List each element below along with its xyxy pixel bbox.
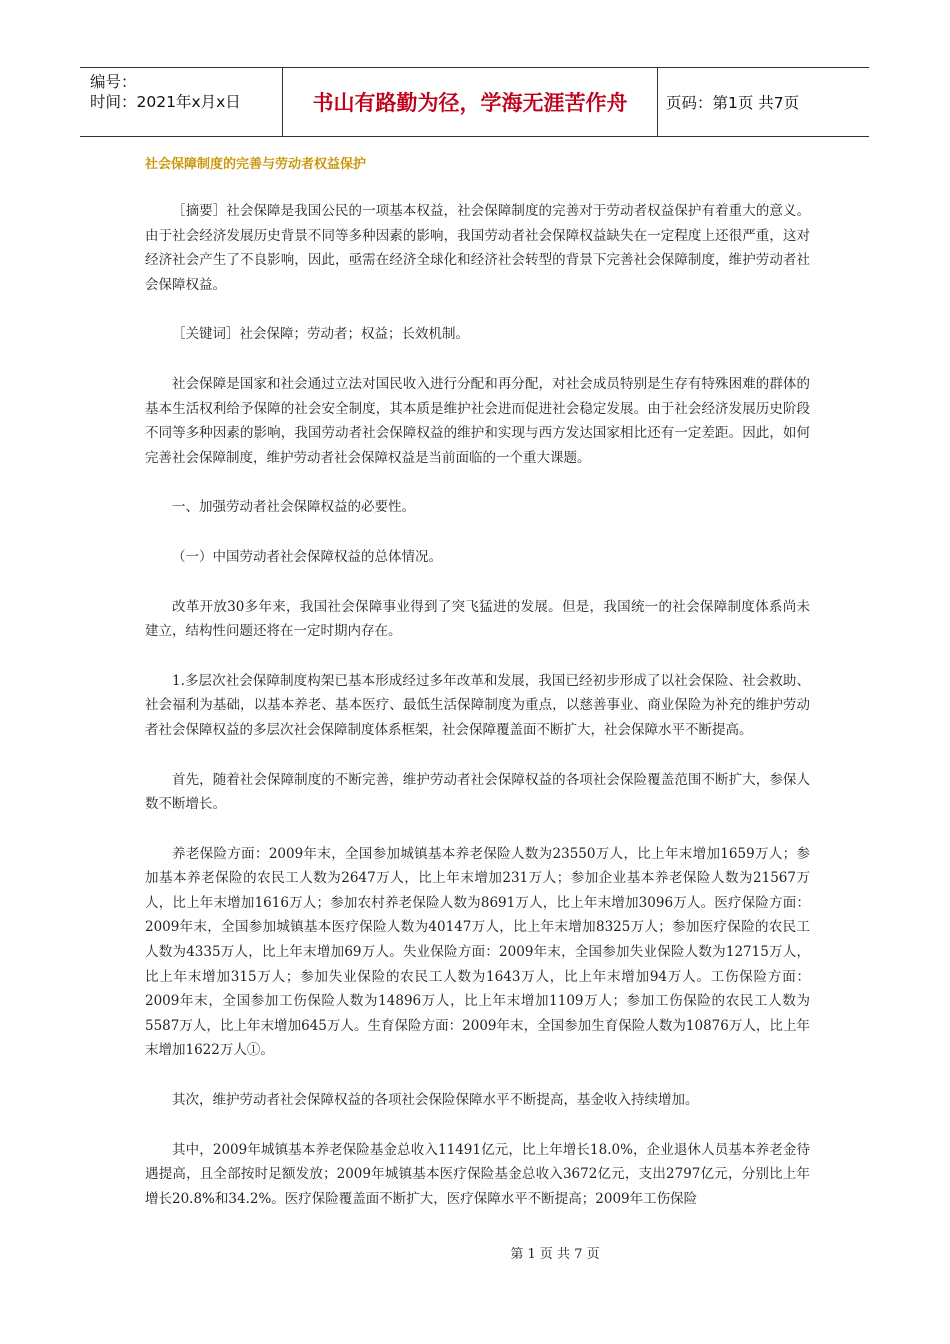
paragraph-statistics: 养老保险方面：2009年末，全国参加城镇基本养老保险人数为23550万人，比上年末增加1659万人；参加基本养老保险的农民工人数为2647万人，比上年末增加231万人；参加企业基本养老保险人数为21567万人，比上年末增加1616万人；参加农村养老保险人数为8691万人，比上年末增加3096万人。医疗保险方面：2009年末，全国参加城镇基本医疗保险人数为40147万人，比上年末增加8325万人；参加医疗保险的农民工人数为4335万人，比上年末增加69万人。失业保险方面：2009年末，全国参加失业保险人数为12715万人，比上年末增加315万人；参加失业保险的农民工人数为1643万人，比上年末增加94万人。工伤保险方面：2009年末，全国参加工伤保险人数为14896万人，比上年末增加1109万人；参加工伤保险的农民工人数为5587万人，比上年末增加645万人。生育保险方面：2009年末，全国参加生育保险人数为10876万人，比上年末增加1622万人①。 bbox=[145, 845, 810, 1059]
paragraph-keywords: ［关键词］社会保障；劳动者；权益；长效机制。 bbox=[172, 326, 469, 343]
paragraph: 1.多层次社会保障制度构架已基本形成经过多年改革和发展，我国已经初步形成了以社会保险、社会救助、社会福利为基础，以基本养老、基本医疗、最低生活保障制度为重点，以慈善事业、商业保险为补充的维护劳动者社会保障权益的多层次社会保障制度体系框架，社会保障覆盖面不断扩大，社会保障水平不断提高。 bbox=[145, 672, 810, 738]
page-footer bbox=[0, 1243, 950, 1262]
document-body bbox=[145, 155, 810, 1236]
section-heading-1: 一、加强劳动者社会保障权益的必要性。 bbox=[172, 499, 415, 516]
paragraph-intro: 社会保障是国家和社会通过立法对国民收入进行分配和再分配，对社会成员特别是生存有特殊困难的群体的基本生活权利给予保障的社会安全制度，其本质是维护社会进而促进社会稳定发展。由于社会经济发展历史阶段不同等多种因素的影响，我国劳动者社会保障权益的维护和实现与西方发达国家相比还有一定差距。因此，如何完善社会保障制度，维护劳动者社会保障权益是当前面临的一个重大课题。 bbox=[145, 375, 810, 466]
paragraph: 首先，随着社会保障制度的不断完善，维护劳动者社会保障权益的各项社会保险覆盖范围不断扩大，参保人数不断增长。 bbox=[145, 771, 810, 813]
header-motto: 书山有路勤为径，学海无涯苦作舟 bbox=[283, 68, 658, 136]
paragraph: 其次，维护劳动者社会保障权益的各项社会保险保障水平不断提高，基金收入持续增加。 bbox=[172, 1092, 699, 1109]
paragraph: 改革开放30多年来，我国社会保障事业得到了突飞猛进的发展。但是，我国统一的社会保障制度体系尚未建立，结构性问题还将在一定时期内存在。 bbox=[145, 598, 810, 640]
date-label: 时间：2021年x月x日 bbox=[90, 93, 241, 111]
number-label: 编号： bbox=[90, 73, 137, 91]
header-page-label: 页码：第1页 共7页 bbox=[666, 94, 800, 112]
footer-page-number: 第 1 页 共 7 页 bbox=[510, 1247, 600, 1262]
header-meta bbox=[80, 68, 283, 136]
paragraph: 其中，2009年城镇基本养老保险基金总收入11491亿元，比上年增长18.0%，企业退休人员基本养老金待遇提高，且全部按时足额发放；2009年城镇基本医疗保险基金总收入3672亿元，支出2797亿元，分别比上年增长20.8%和34.2%。医疗保险覆盖面不断扩大，医疗保障水平不断提高；2009年工伤保险 bbox=[145, 1141, 810, 1207]
header-table bbox=[80, 67, 869, 137]
subsection-heading-1: （一）中国劳动者社会保障权益的总体情况。 bbox=[172, 548, 442, 565]
document-title: 社会保障制度的完善与劳动者权益保护 bbox=[145, 157, 367, 172]
paragraph-abstract: ［摘要］社会保障是我国公民的一项基本权益，社会保障制度的完善对于劳动者权益保护有着重大的意义。由于社会经济发展历史背景不同等多种因素的影响，我国劳动者社会保障权益缺失在一定程度上还很严重，这对经济社会产生了不良影响，因此，亟需在经济全球化和经济社会转型的背景下完善社会保障制度，维护劳动者社会保障权益。 bbox=[145, 203, 810, 293]
